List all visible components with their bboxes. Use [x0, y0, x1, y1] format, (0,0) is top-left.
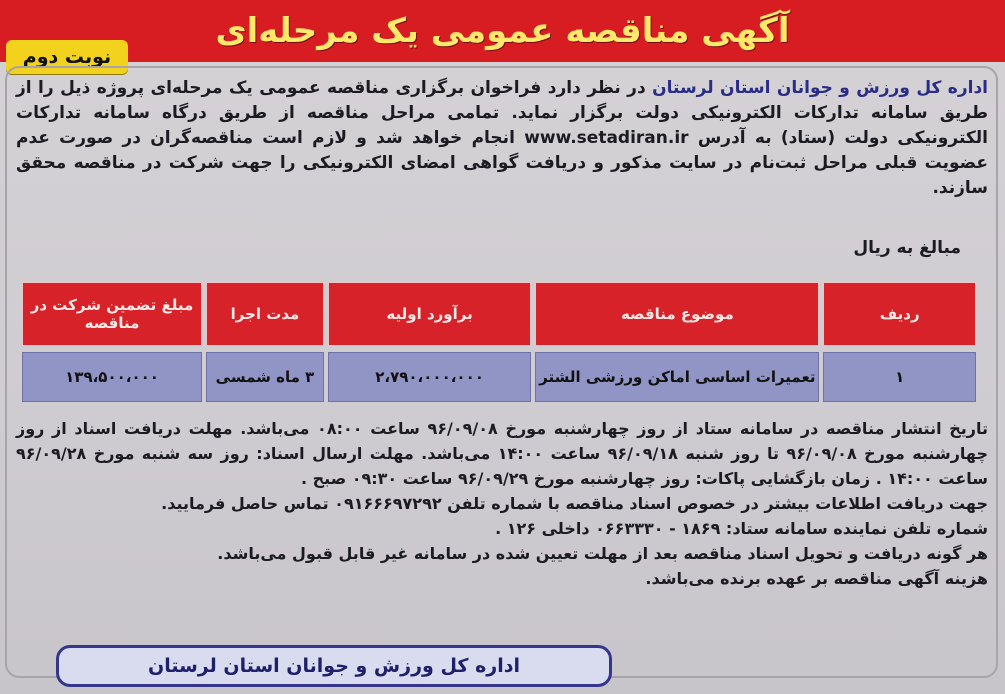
publication-round-badge: نوبت دوم	[6, 40, 128, 74]
table-header-row	[22, 282, 976, 346]
header-row-number: ردیف	[823, 282, 976, 346]
schedule-paragraph: تاریخ انتشار مناقصه در سامانه ستاد از روز چهارشنبه مورخ ۹۶/۰۹/۰۸ ساعت ۰۸:۰۰ می‌باشد. مهلت دریافت اسناد از روز چهارشنبه مورخ ۹۶/۰۹/۰۸ تا روز شنبه ۹۶/۰۹/۱۸ ساعت ۱۴:۰۰ می‌باشد. مهلت ارسال اسناد: روز سه شنبه مورخ ۹۶/۰۹/۲۸ ساعت ۱۴:۰۰ . زمان بازگشایی پاکات: روز چهارشنبه مورخ ۹۶/۰۹/۲۹ ساعت ۰۹:۳۰ صبح .	[16, 419, 989, 488]
contact-paragraph: جهت دریافت اطلاعات بیشتر در خصوص اسناد مناقصه با شماره تلفن ۰۹۱۶۶۶۹۷۲۹۲ تماس حاصل فرمایید.	[161, 494, 988, 513]
organization-name: اداره کل ورزش و جوانان استان لرستان	[652, 78, 989, 98]
notice-title: آگهی مناقصه عمومی یک مرحله‌ای	[215, 11, 790, 51]
footer-organization-box: اداره کل ورزش و جوانان استان لرستان	[56, 645, 612, 687]
table-row	[22, 352, 976, 402]
intro-paragraph	[16, 76, 988, 201]
currency-note: مبالغ به ریال	[853, 238, 961, 258]
late-submission-paragraph: هر گونه دریافت و تحویل اسناد مناقصه بعد از مهلت تعیین شده در سامانه غیر قابل قبول می‌باشد.	[217, 544, 988, 563]
ad-cost-paragraph: هزینه آگهی مناقصه بر عهده برنده می‌باشد.	[645, 569, 988, 588]
cell-subject: تعمیرات اساسی اماکن ورزشی الشتر	[535, 352, 819, 402]
header-banner	[0, 0, 1005, 62]
header-guarantee: مبلغ تضمین شرکت در مناقصه	[22, 282, 202, 346]
tender-table	[18, 276, 980, 408]
setad-phone-paragraph: شماره تلفن نماینده سامانه ستاد: ۱۸۶۹ - ۰۶۶۳۳۳۰ داخلی ۱۲۶ .	[495, 519, 988, 538]
cell-duration: ۳ ماه شمسی	[206, 352, 324, 402]
header-subject: موضوع مناقصه	[535, 282, 819, 346]
cell-row-number: ۱	[823, 352, 976, 402]
header-estimate: برآورد اولیه	[328, 282, 531, 346]
intro-text: در نظر دارد فراخوان برگزاری مناقصه عمومی یک مرحله‌ای پروژه ذیل را از طریق سامانه تدارکات الکترونیکی دولت برگزار نماید. تمامی مراحل مناقصه از طریق درگاه سامانه تدارکات الکترونیکی دولت (ستاد) به آدرس www.setadiran.ir انجام خواهد شد و لازم است مناقصه‌گران در صورت عدم عضویت قبلی مراحل ثبت‌نام در سایت مذکور و دریافت گواهی امضای الکترونیکی را جهت شرکت در مناقصه محقق سازند.	[16, 78, 988, 198]
details-section	[16, 416, 988, 591]
cell-estimate: ۲،۷۹۰،۰۰۰،۰۰۰	[328, 352, 531, 402]
header-duration: مدت اجرا	[206, 282, 324, 346]
cell-guarantee: ۱۳۹،۵۰۰،۰۰۰	[22, 352, 202, 402]
